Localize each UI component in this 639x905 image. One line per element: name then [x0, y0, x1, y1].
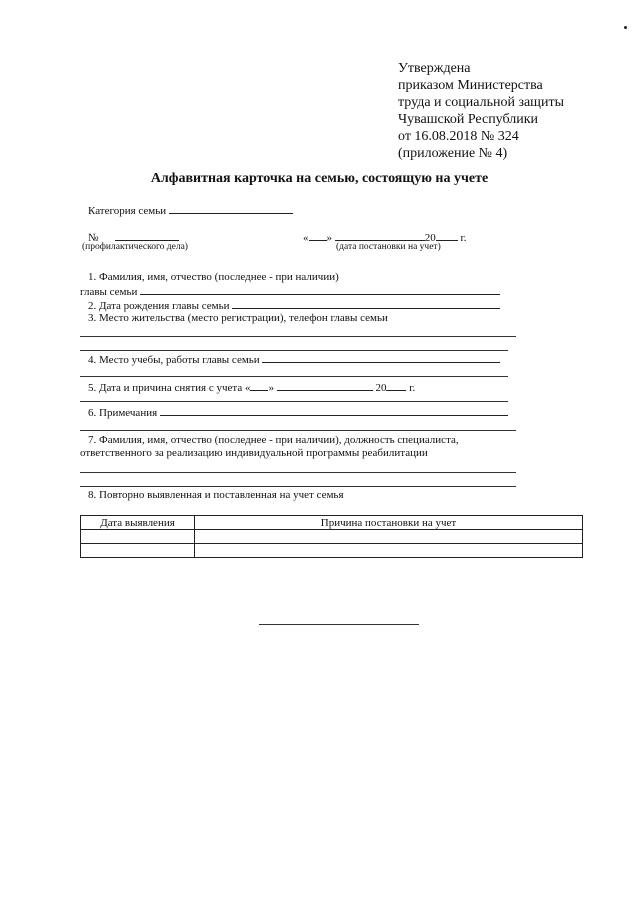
item-4-field[interactable] — [262, 352, 500, 363]
table-row — [81, 530, 583, 544]
item-6-row — [88, 405, 508, 419]
date-year-suffix: г. — [460, 232, 467, 244]
approval-line: Утверждена — [398, 61, 471, 76]
item-6-field[interactable] — [160, 405, 508, 416]
document-title: Алфавитная карточка на семью, состоящую на учете — [150, 171, 489, 186]
item-5-day-field[interactable] — [250, 380, 268, 391]
category-label: Категория семьи — [88, 205, 167, 217]
category-row — [88, 203, 293, 217]
number-label: № — [88, 232, 99, 244]
item-5-row — [88, 380, 415, 394]
date-close-quote: » — [326, 232, 332, 244]
item-7-label-cont: ответственного за реализацию индивидуальной программы реабилитации — [80, 447, 428, 459]
table-header-row — [81, 516, 583, 530]
repeat-registration-table — [80, 515, 583, 558]
approval-block — [398, 60, 564, 162]
item-1-field[interactable] — [140, 284, 500, 295]
number-field[interactable] — [115, 230, 179, 241]
closing-separator — [259, 624, 419, 625]
item-7-field-line-2[interactable] — [80, 486, 516, 487]
item-8-label: 8. Повторно выявленная и поставленная на учет семья — [88, 489, 344, 501]
item-6-label: 6. Примечания — [88, 407, 158, 419]
item-5-label: 5. Дата и причина снятия с учета « — [88, 382, 251, 394]
item-5-close-quote: » — [268, 382, 274, 394]
item-3-field-line-2[interactable] — [80, 350, 508, 351]
item-4-row — [88, 352, 500, 366]
item-4-label: 4. Место учебы, работы главы семьи — [88, 354, 260, 366]
item-4-field-line-2[interactable] — [80, 376, 508, 377]
item-1-row2 — [80, 284, 500, 298]
table-header-detection-date: Дата выявления — [81, 516, 195, 530]
number-caption: (профилактического дела) — [82, 242, 188, 252]
date-open-quote: « — [303, 232, 309, 244]
item-2-field[interactable] — [232, 298, 500, 309]
item-5-year-field[interactable] — [386, 380, 406, 391]
approval-line: Чувашской Республики — [398, 112, 539, 127]
table-cell[interactable] — [81, 530, 195, 544]
item-3-field-line-1[interactable] — [80, 336, 516, 337]
speck — [624, 26, 627, 29]
table-row — [81, 544, 583, 558]
date-year-prefix: 20 — [424, 232, 436, 244]
date-month-field[interactable] — [335, 230, 425, 241]
item-2-row — [88, 298, 500, 312]
item-6-field-line-2[interactable] — [80, 430, 516, 431]
date-year-field[interactable] — [436, 230, 458, 241]
date-caption: (дата постановки на учет) — [336, 242, 441, 252]
item-1-label-cont: главы семьи — [80, 286, 138, 298]
table-cell[interactable] — [195, 544, 583, 558]
approval-line: (приложение № 4) — [398, 146, 508, 161]
category-field[interactable] — [169, 203, 293, 214]
date-day-field[interactable] — [309, 230, 327, 241]
item-5-field-line-2[interactable] — [80, 401, 508, 402]
table-cell[interactable] — [195, 530, 583, 544]
item-5-year-prefix: 20 — [375, 382, 387, 394]
item-2-label: 2. Дата рождения главы семьи — [88, 300, 230, 312]
item-1-label: 1. Фамилия, имя, отчество (последнее - при наличии) — [88, 271, 339, 283]
item-5-year-suffix: г. — [409, 382, 416, 394]
approval-line: приказом Министерства — [398, 78, 543, 93]
item-5-month-field[interactable] — [277, 380, 373, 391]
table-cell[interactable] — [81, 544, 195, 558]
item-3-label: 3. Место жительства (место регистрации), телефон главы семьи — [88, 312, 388, 324]
item-7-field-line-1[interactable] — [80, 472, 516, 473]
item-7-label: 7. Фамилия, имя, отчество (последнее - при наличии), должность специалиста, — [88, 434, 459, 446]
approval-line: труда и социальной защиты — [398, 95, 564, 110]
table-header-reason: Причина постановки на учет — [195, 516, 583, 530]
approval-line: от 16.08.2018 № 324 — [398, 129, 519, 144]
